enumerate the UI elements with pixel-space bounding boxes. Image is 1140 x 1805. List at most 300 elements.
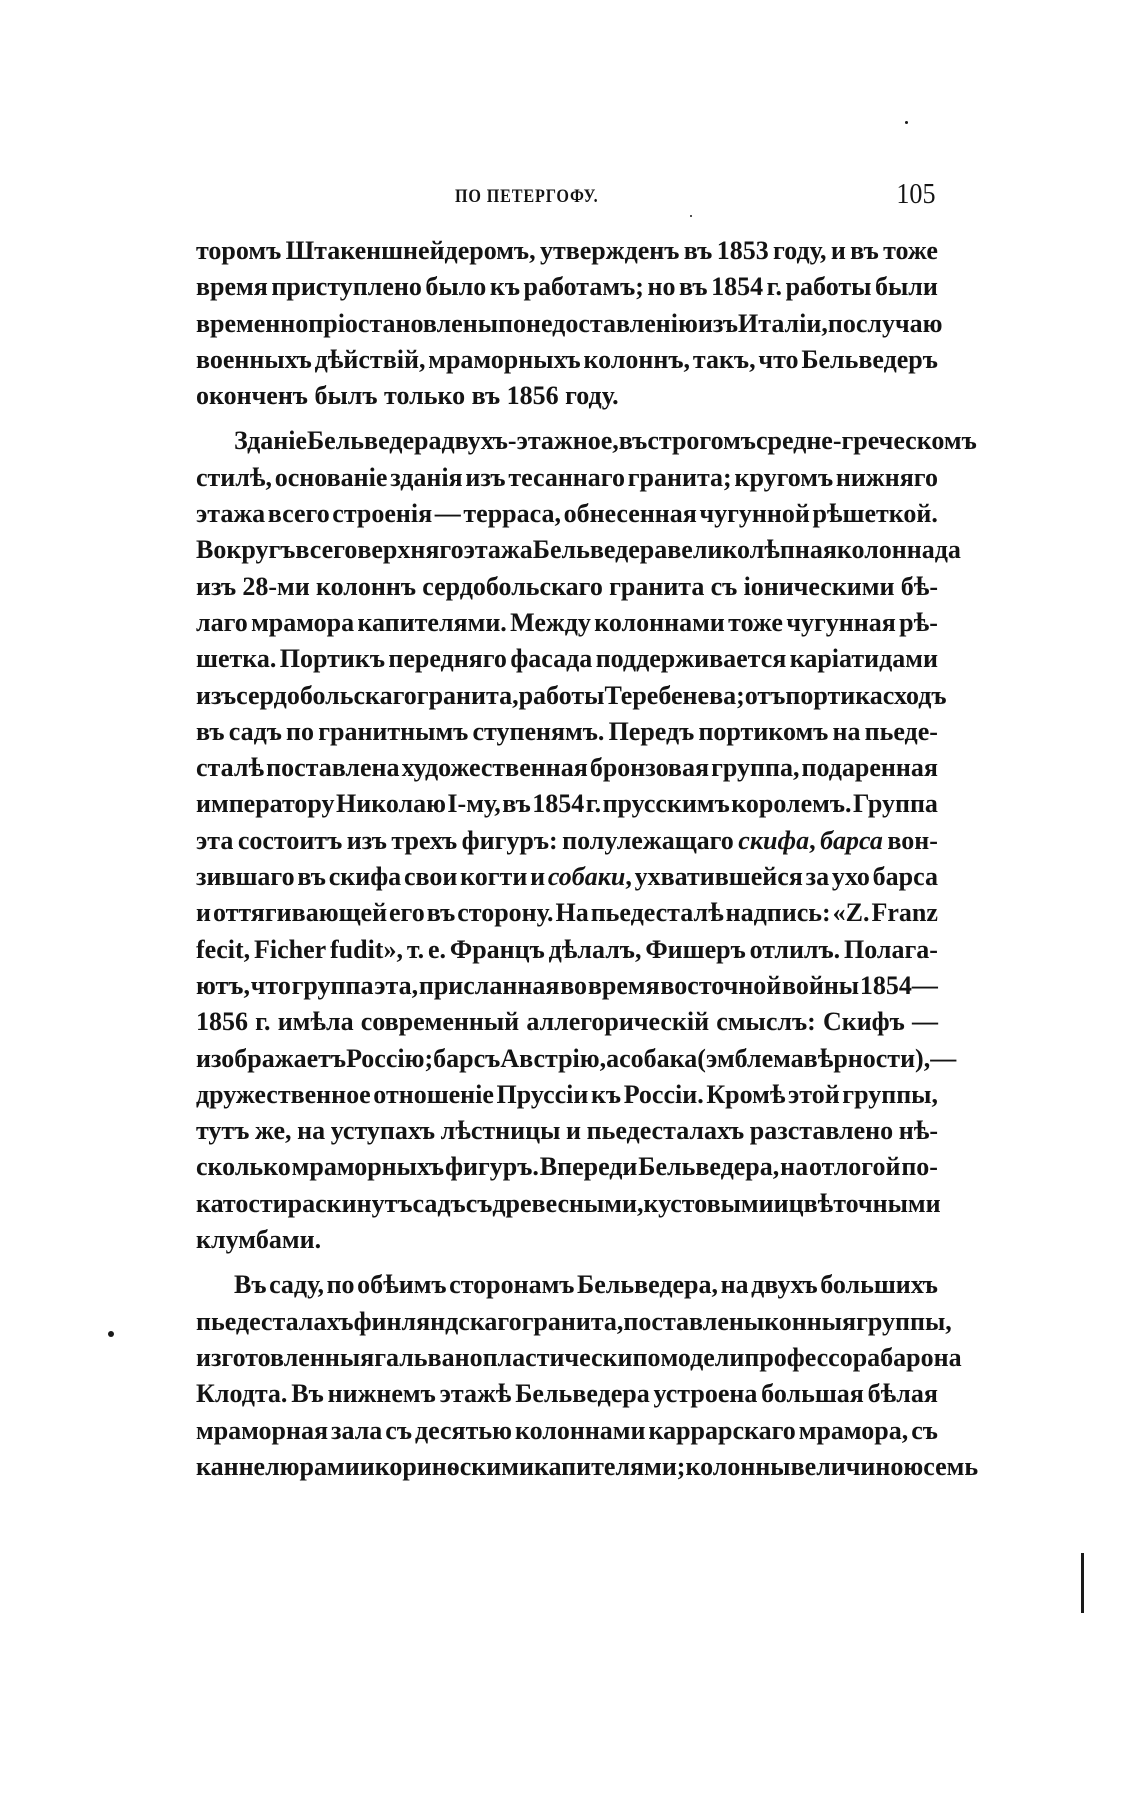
word: Ficher (253, 934, 327, 964)
word: этой (788, 1079, 840, 1109)
print-speck (905, 121, 908, 124)
word: въ (196, 716, 225, 746)
word: тоже (728, 607, 783, 637)
word: военныхъ (196, 344, 312, 374)
word: коринѳскими (374, 1451, 534, 1481)
word: 1854 (711, 272, 764, 302)
text-line (196, 750, 938, 786)
word: къ (489, 272, 520, 302)
word: Скифъ (822, 1007, 905, 1037)
word: г. (585, 789, 602, 819)
word: I-му, (447, 789, 501, 819)
word: Россію; (346, 1043, 434, 1073)
word: Группа (852, 789, 938, 819)
word: оттягивающей (212, 898, 388, 928)
word: дѣлалъ, (548, 934, 642, 964)
word: войны (781, 970, 860, 1000)
word: изготовленныя (196, 1342, 375, 1372)
word: капителями. (357, 607, 507, 637)
text-line (196, 1077, 938, 1113)
word: и (196, 898, 211, 928)
word: такъ, (692, 344, 756, 374)
word: поставлена (266, 753, 400, 783)
word: саду, (269, 1270, 324, 1300)
word: Передъ (608, 716, 695, 746)
word: и (773, 1188, 789, 1218)
word: древесными, (492, 1188, 644, 1218)
word: гранита (609, 571, 705, 601)
word: Полага- (844, 934, 938, 964)
word: на (720, 1270, 749, 1300)
word: Бельведера (306, 426, 442, 456)
word: Вокругъ (196, 535, 296, 565)
word: Теребенева; (604, 680, 745, 710)
word: Бельведера (532, 535, 668, 565)
word: обнесенная (563, 499, 697, 529)
word: Клодта. (196, 1379, 288, 1409)
word: лѣстницы (440, 1116, 561, 1146)
word: мрамора, (798, 1415, 909, 1445)
word: смыслъ: (716, 1007, 816, 1037)
text-line (196, 306, 943, 342)
word: зившаго (196, 862, 295, 892)
word: капителями; (533, 1451, 686, 1481)
word: барсъ (433, 1043, 501, 1073)
word: двухъ-этажное, (441, 426, 619, 456)
word: на (780, 1152, 809, 1182)
word: 1854— (859, 970, 938, 1000)
word: семь (923, 1451, 979, 1481)
word: 1856 (506, 381, 559, 411)
word: вѣрности),— (803, 1043, 957, 1073)
text-line (196, 823, 938, 859)
text-line (196, 1267, 938, 1303)
text-line (196, 859, 938, 895)
word: строгомъ (647, 426, 756, 456)
text-line (196, 496, 938, 532)
word: приступлено (271, 272, 422, 302)
word: отношеніе (373, 1079, 494, 1109)
word: и (830, 236, 846, 265)
word: сторону. (457, 898, 554, 928)
word: средне-греческомъ (755, 426, 977, 456)
word: полулежащаго (562, 825, 734, 855)
word: Бельведеръ (801, 344, 938, 374)
word: отлилъ. (749, 934, 841, 964)
text-line (196, 678, 947, 714)
word: по (632, 1342, 661, 1372)
word: группы, (842, 1079, 938, 1109)
word: Францъ (449, 934, 545, 964)
word: съ (465, 1188, 493, 1218)
word: Бельведера (515, 1379, 650, 1409)
word: финляндскаго (353, 1306, 522, 1336)
running-head (195, 178, 937, 218)
word: На (555, 898, 589, 928)
word: е. (427, 934, 447, 964)
word: сторонамъ (449, 1270, 575, 1300)
word: торомъ (196, 236, 282, 265)
word: когти (460, 862, 528, 892)
word: пріостановлены (308, 308, 498, 338)
word: поддерживается (595, 644, 787, 674)
text-line (196, 1304, 952, 1340)
word: 1854 (532, 789, 585, 819)
text-line (196, 641, 938, 677)
paragraph-gap (196, 414, 938, 423)
word: въ (679, 272, 708, 302)
word: терраса, (463, 499, 561, 529)
word: барса (820, 825, 883, 855)
word: тоже (883, 236, 938, 265)
word: всего (295, 535, 358, 565)
word: время (196, 272, 268, 302)
word: королемъ. (731, 789, 852, 819)
word: раскинутъ (287, 1188, 413, 1218)
word: Фишеръ (645, 934, 746, 964)
word: были (874, 272, 938, 302)
word: съ (911, 1415, 938, 1445)
word: за (805, 862, 830, 892)
word: собака (619, 1043, 698, 1073)
word: работы (785, 272, 872, 302)
text-line (196, 932, 938, 968)
word: разставлено (749, 1116, 894, 1146)
word: Штакеншнейдеромъ, (285, 236, 536, 265)
word: поставлены (623, 1306, 765, 1336)
word: оконченъ (196, 381, 308, 411)
word: Въ (291, 1379, 324, 1409)
text-line (196, 269, 938, 305)
word: пьедесталахъ (196, 1306, 354, 1336)
word: Зданіе (234, 426, 307, 456)
word: г. (255, 1007, 271, 1037)
word: 28-ми (242, 571, 310, 601)
word: рѣ- (899, 607, 938, 637)
word: мрамора (251, 607, 355, 637)
text-line (196, 378, 938, 414)
word: изъ (346, 825, 387, 855)
word: Бельведера, (577, 1270, 718, 1300)
text-line (196, 1041, 957, 1077)
word: гранитнымъ (318, 716, 469, 746)
word: колоннами (514, 1415, 646, 1445)
word: чугунная (786, 607, 896, 637)
word: величиною (790, 1451, 924, 1481)
word: стилѣ, (196, 462, 272, 492)
text-line (196, 569, 938, 605)
word: зданія (390, 462, 463, 492)
word: по (326, 1270, 355, 1300)
word: сердобольскаго (422, 571, 603, 601)
word: (эмблема (697, 1043, 804, 1073)
word: Бельведера, (638, 1152, 780, 1182)
word: году, (773, 236, 827, 265)
word: портикомъ (698, 716, 829, 746)
word: тесаннаго (508, 462, 625, 492)
word: мраморная (196, 1415, 329, 1445)
text-line (196, 968, 938, 1004)
word: вон- (887, 825, 938, 855)
word: но (647, 272, 676, 302)
word: Между (510, 607, 591, 637)
word: эта, (374, 970, 419, 1000)
word: съ (385, 1415, 412, 1445)
word: къ (590, 1079, 622, 1109)
word: профессора (744, 1342, 881, 1372)
word: и (359, 1451, 375, 1481)
word: ухватившейся (634, 862, 803, 892)
word: кустовыми (643, 1188, 774, 1218)
word: пьедесталахъ (586, 1116, 745, 1146)
word: скифа, (738, 825, 816, 855)
word: изъ (697, 308, 738, 338)
word: — (434, 499, 461, 529)
word: клумбами. (196, 1225, 322, 1255)
word: дружественное (196, 1079, 371, 1109)
word: свои (403, 862, 458, 892)
word: этажѣ (439, 1379, 512, 1409)
text-line (196, 1004, 938, 1040)
word: современный (360, 1007, 520, 1037)
word: сердобольскаго (236, 680, 417, 710)
word: сталѣ (196, 753, 265, 783)
text-line (196, 342, 938, 378)
word: двухъ (751, 1270, 818, 1300)
word: основаніе (274, 462, 388, 492)
word: модели (660, 1342, 745, 1372)
word: садъ (412, 1188, 466, 1218)
word: восточной (660, 970, 782, 1000)
word: фигуръ: (461, 825, 558, 855)
text-line (196, 1413, 938, 1449)
word: же, (254, 1116, 292, 1146)
word: пьедесталѣ (590, 898, 724, 928)
word: десятью (414, 1415, 512, 1445)
word: устроена (653, 1379, 758, 1409)
word: каріатидами (789, 644, 938, 674)
paragraph-gap (196, 1258, 938, 1267)
word: ступенямъ. (472, 716, 605, 746)
text-line (196, 1113, 938, 1149)
word: большая (761, 1379, 864, 1409)
body-text (196, 233, 979, 1485)
word: на (832, 716, 861, 746)
word: рѣшеткой. (812, 499, 938, 529)
word: уступахъ (330, 1116, 436, 1146)
word: по- (901, 1152, 938, 1182)
word: сходъ (882, 680, 947, 710)
word: время (587, 970, 660, 1000)
word: гранита, (416, 680, 519, 710)
text-line (196, 460, 938, 496)
text-line (196, 423, 977, 459)
word: бѣ- (900, 571, 938, 601)
word: барса (872, 862, 938, 892)
word: художественная (401, 753, 588, 783)
word: работы (518, 680, 605, 710)
word: строенія (332, 499, 433, 529)
text-line (196, 233, 938, 269)
print-speck (690, 215, 692, 217)
word: мраморныхъ (428, 344, 581, 374)
word: гранита, (521, 1306, 624, 1336)
word: въ (426, 898, 456, 928)
word: тутъ (196, 1116, 250, 1146)
text-line (196, 1376, 938, 1412)
text-line (196, 1149, 938, 1185)
word: въ (683, 236, 713, 265)
word: колоннами (594, 607, 725, 637)
word: колонны (685, 1451, 791, 1481)
word: «Z. (832, 898, 870, 928)
word: и (566, 1116, 582, 1146)
word: зала (331, 1415, 383, 1445)
word: группа, (711, 753, 800, 783)
word: передняго (388, 644, 507, 674)
word: по (827, 308, 856, 338)
text-line (196, 532, 961, 568)
word: что (758, 344, 799, 374)
word: колоннада (836, 535, 961, 565)
word: отъ (744, 680, 786, 710)
word: іоническими (743, 571, 895, 601)
word: верхняго (357, 535, 464, 565)
word: лаго (196, 607, 248, 637)
word: нижняго (835, 462, 938, 492)
word: Австрію, (500, 1043, 607, 1073)
word: имѣла (277, 1007, 354, 1037)
word: цвѣточными (788, 1188, 941, 1218)
word: кругомъ (734, 462, 834, 492)
word: группа (291, 970, 374, 1000)
word: катости (196, 1188, 288, 1218)
word: барона (880, 1342, 962, 1372)
word: фигуръ. (444, 1152, 539, 1182)
text-line (196, 1222, 938, 1258)
word: трехъ (391, 825, 458, 855)
word: пьеде- (864, 716, 938, 746)
word: по (286, 716, 315, 746)
word: работамъ; (523, 272, 644, 302)
word: недоставленію (525, 308, 698, 338)
text-line (196, 895, 938, 931)
word: шетка. (196, 644, 277, 674)
word: на (297, 1116, 326, 1146)
word: надпись: (725, 898, 831, 928)
text-line (196, 1449, 979, 1485)
page-number: 105 (895, 178, 935, 210)
word: г. (766, 272, 783, 302)
word: колоннъ, (583, 344, 691, 374)
word: во (560, 970, 588, 1000)
word: случаю (855, 308, 943, 338)
word: изъ (465, 462, 506, 492)
word: т. (406, 934, 425, 964)
margin-mark (1081, 1553, 1084, 1613)
word: съ (710, 571, 738, 601)
word: fudit», (330, 934, 403, 964)
word: присланная (418, 970, 560, 1000)
word: а (606, 1043, 620, 1073)
word: въ (502, 789, 531, 819)
word: эта (196, 825, 234, 855)
text-line (196, 1186, 941, 1222)
word: Николаю (336, 789, 446, 819)
text-line (196, 605, 938, 641)
word: прусскимъ (602, 789, 730, 819)
word: что (250, 970, 291, 1000)
word: по (498, 308, 526, 338)
word: группы, (856, 1306, 952, 1336)
word: Кромѣ (706, 1079, 786, 1109)
word: мраморныхъ (291, 1152, 445, 1182)
word: Пруссіи (496, 1079, 589, 1109)
print-speck (108, 1331, 114, 1337)
word: ютъ, (196, 970, 250, 1000)
word: въ (618, 426, 648, 456)
word: отлогой (808, 1152, 901, 1182)
word: въ (850, 236, 879, 265)
word: сколько (196, 1152, 291, 1182)
word: этажа (463, 535, 533, 565)
word: подаренная (801, 753, 938, 783)
text-line (196, 714, 938, 750)
word: утвержденъ (539, 236, 680, 265)
word: императору (196, 789, 335, 819)
word: этажа (196, 499, 266, 529)
word: бронзовая (589, 753, 710, 783)
word: изображаетъ (196, 1043, 347, 1073)
word: портика (785, 680, 883, 710)
word: и (530, 862, 546, 892)
word: только (384, 381, 466, 411)
word: въ (297, 862, 326, 892)
word: Россіи. (623, 1079, 704, 1109)
word: Портикъ (279, 644, 385, 674)
text-line (196, 1340, 962, 1376)
word: гранита; (627, 462, 732, 492)
word: бѣлая (867, 1379, 938, 1409)
word: аллегорическій (526, 1007, 710, 1037)
running-title: ПО ПЕТЕРГОФУ. (455, 186, 599, 207)
word: году. (565, 381, 619, 411)
word: временно (196, 308, 309, 338)
word: дѣйствій, (314, 344, 426, 374)
word: изъ (196, 571, 237, 601)
word: — (911, 1007, 938, 1037)
word: садъ (228, 716, 282, 746)
word: всего (267, 499, 330, 529)
text-line (196, 786, 938, 822)
word: Италіи, (738, 308, 828, 338)
word: большихъ (820, 1270, 938, 1300)
word: изъ (196, 680, 237, 710)
word: былъ (314, 381, 378, 411)
word: состоитъ (237, 825, 343, 855)
word: ухо (831, 862, 870, 892)
word: обѣимъ (357, 1270, 447, 1300)
word: колоннъ (315, 571, 416, 601)
word: каннелюрами (196, 1451, 360, 1481)
word: фасада (510, 644, 593, 674)
word: собаки, (547, 862, 632, 892)
word: 1853 (716, 236, 769, 265)
word: было (425, 272, 487, 302)
word: Впереди (539, 1152, 638, 1182)
word: нижнемъ (327, 1379, 436, 1409)
word: великолѣпная (667, 535, 837, 565)
